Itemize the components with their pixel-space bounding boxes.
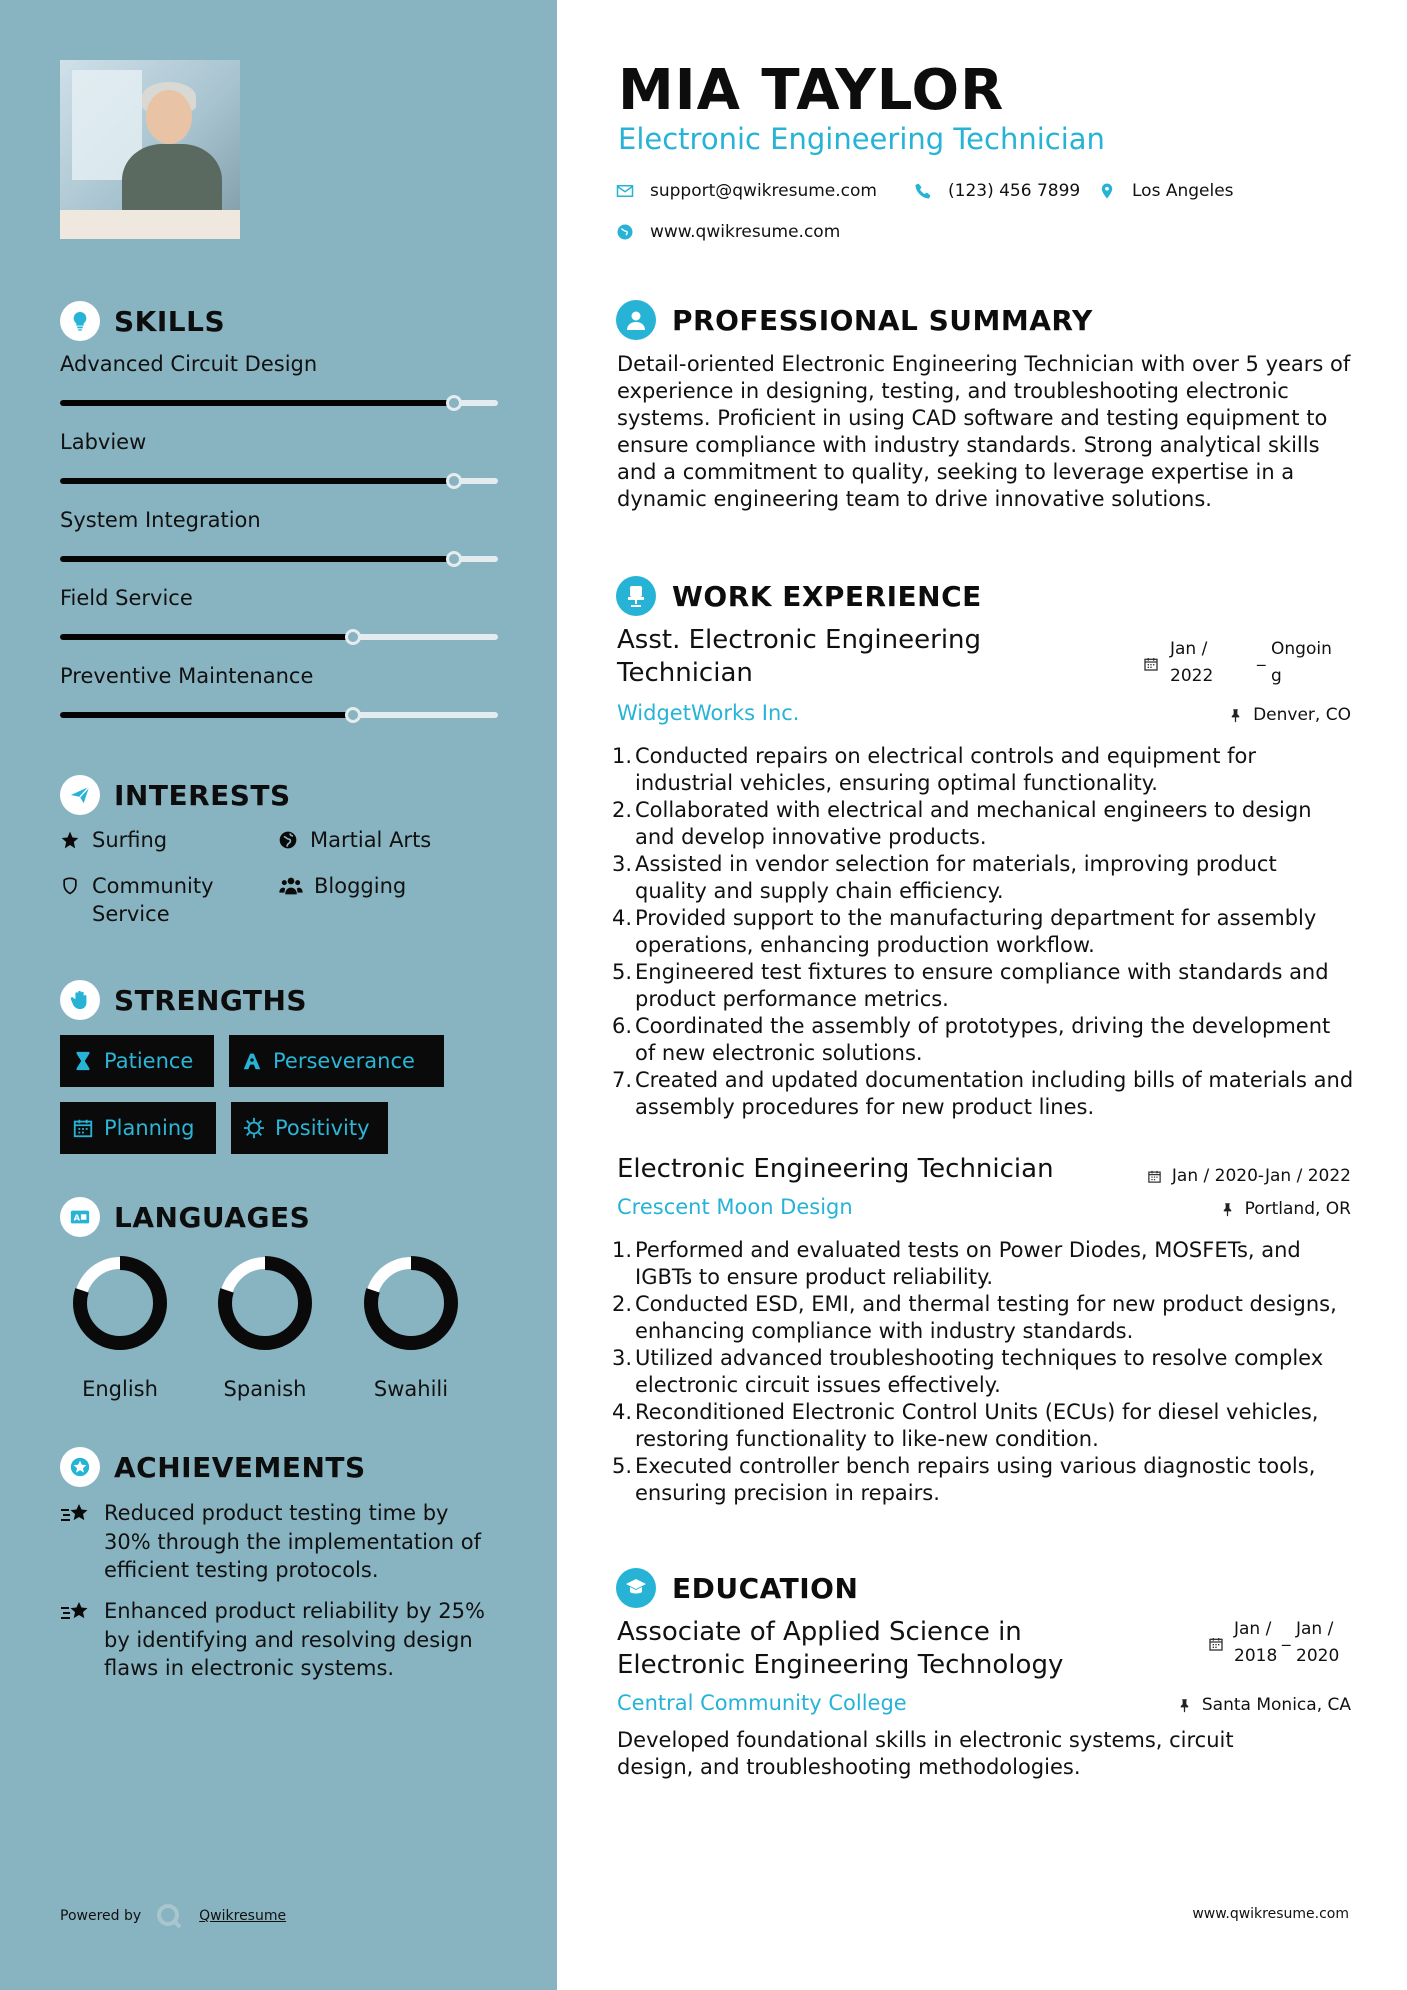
- globe-icon: [616, 223, 634, 241]
- phone-icon: [914, 182, 932, 200]
- interest-item: [278, 872, 406, 900]
- interest-label: Martial Arts: [310, 828, 432, 852]
- language-item: [65, 1253, 175, 1401]
- qwikresume-logo-icon: [155, 1902, 183, 1930]
- job-location: [1228, 705, 1351, 725]
- star-icon: [60, 826, 82, 854]
- interests-heading: [60, 775, 291, 815]
- language-item: [356, 1253, 466, 1401]
- job-title: Asst. Electronic Engineering Technician: [617, 625, 982, 688]
- job-start-date: [1143, 636, 1218, 690]
- hand-icon: [60, 980, 100, 1020]
- achievement-text: Enhanced product reliability by 25% by identifying and resolving design flaws in electronic systems.: [104, 1599, 485, 1680]
- skill-item: [60, 508, 498, 532]
- chair-icon: [616, 576, 656, 616]
- edu-location: [1177, 1695, 1351, 1715]
- achievement-text: Reduced product testing time by 30% through the implementation of efficient testing protocols.: [104, 1501, 481, 1582]
- location-text: Los Angeles: [1132, 181, 1234, 201]
- qwikresume-link[interactable]: Qwikresume: [199, 1908, 287, 1924]
- list-item: 4. Provided support to the manufacturing department for assembly operations, enhancing production workflow.: [612, 906, 1317, 957]
- job-bullet-list: [612, 743, 1354, 1121]
- achievements-heading: [60, 1447, 366, 1487]
- job-end-date: _ Ongoing: [1257, 636, 1339, 690]
- job-date-text: Jan / 2020-Jan / 2022: [1171, 1166, 1351, 1186]
- contact-website[interactable]: [616, 222, 840, 242]
- calendar-icon: [1143, 656, 1159, 672]
- lightbulb-icon: [60, 301, 100, 341]
- phone-text: (123) 456 7899: [948, 181, 1081, 201]
- calendar-icon: [72, 1117, 94, 1139]
- language-label: English: [82, 1377, 158, 1401]
- language-label: Swahili: [373, 1377, 449, 1401]
- achievement-item: [60, 1499, 500, 1585]
- edu-start-date: [1208, 1616, 1278, 1670]
- job-end-text: Ongoing: [1271, 639, 1332, 686]
- education-title: EDUCATION: [672, 1571, 859, 1605]
- website-text: www.qwikresume.com: [650, 222, 841, 242]
- interest-item: [60, 872, 260, 928]
- skills-heading: [60, 301, 225, 341]
- work-heading: [616, 576, 982, 616]
- map-pin-icon: [1098, 182, 1116, 200]
- job-title: Electronic Engineering Technician: [617, 1154, 1054, 1184]
- list-item: 1. Conducted repairs on electrical controls and equipment for industrial vehicles, ensuring optimal functionality.: [612, 744, 1257, 795]
- skill-bar: [60, 400, 498, 406]
- powered-by-label: Powered by: [60, 1908, 142, 1924]
- summary-title: PROFESSIONAL SUMMARY: [672, 303, 1093, 337]
- candidate-role: Electronic Engineering Technician: [618, 122, 1105, 156]
- powered-by: [60, 1902, 286, 1930]
- award-star-icon: [60, 1447, 100, 1487]
- list-item: 6. Coordinated the assembly of prototypes, driving the development of new electronic solutions.: [612, 1014, 1331, 1065]
- graduate-icon: [616, 1568, 656, 1608]
- list-item: 4. Reconditioned Electronic Control Units (ECUs) for diesel vehicles, restoring functionality to like-new condition.: [612, 1400, 1319, 1451]
- skill-label: Field Service: [60, 586, 193, 610]
- company-name: WidgetWorks Inc.: [617, 701, 800, 725]
- contact-email[interactable]: [616, 181, 877, 201]
- candidate-name: MIA TAYLOR: [618, 58, 1005, 123]
- pushpin-icon: [1220, 1202, 1235, 1217]
- strength-label: Perseverance: [273, 1049, 415, 1073]
- skill-item: [60, 352, 498, 376]
- sun-icon: [243, 1117, 265, 1139]
- skill-bar: [60, 634, 498, 640]
- interest-label: Community Service: [92, 874, 214, 926]
- strengths-heading: [60, 980, 307, 1020]
- skill-bar: [60, 478, 498, 484]
- list-item: 3. Utilized advanced troubleshooting techniques to resolve complex electronic circuit issues effectively.: [612, 1346, 1324, 1397]
- interest-label: Blogging: [314, 874, 407, 898]
- skill-label: System Integration: [60, 508, 261, 532]
- education-description: Developed foundational skills in electronic systems, circuit design, and troubleshooting methodologies.: [617, 1728, 1234, 1779]
- degree-title: Associate of Applied Science in Electronic Engineering Technology: [617, 1617, 1064, 1680]
- skill-bar: [60, 712, 498, 718]
- summary-text: Detail-oriented Electronic Engineering Technician with over 5 years of experience in designing, testing, and troubleshooting electronic systems. Proficient in using CAD software and testing equipment to ensure compliance with industry standards. Strong analytical skills and a commitment to quality, seeking to leverage expertise in a dynamic engineering team to drive innovative solutions.: [617, 352, 1351, 511]
- languages-title: LANGUAGES: [114, 1200, 311, 1234]
- climb-icon: [241, 1050, 263, 1072]
- language-label: Spanish: [223, 1377, 307, 1401]
- skill-label: Preventive Maintenance: [60, 664, 314, 688]
- strength-tag: [60, 1035, 214, 1087]
- shooting-star-icon: [60, 1597, 94, 1683]
- profile-photo: [60, 60, 240, 239]
- summary-heading: [616, 300, 1093, 340]
- shooting-star-icon: [60, 1499, 94, 1585]
- strength-tag: [60, 1102, 216, 1154]
- list-item: 7. Created and updated documentation including bills of materials and assembly procedures for new product lines.: [612, 1068, 1354, 1119]
- skill-bar: [60, 556, 498, 562]
- calendar-icon: [1147, 1169, 1162, 1184]
- globe-icon: [278, 826, 300, 854]
- skill-item: [60, 586, 498, 610]
- job-location-text: Denver, CO: [1253, 705, 1351, 725]
- interests-title: INTERESTS: [114, 778, 291, 812]
- strengths-title: STRENGTHS: [114, 983, 308, 1017]
- email-text: support@qwikresume.com: [650, 181, 877, 201]
- languages-heading: [60, 1197, 310, 1237]
- pushpin-icon: [1177, 1698, 1192, 1713]
- skill-label: Advanced Circuit Design: [60, 352, 318, 376]
- sidebar: [0, 0, 557, 1990]
- strength-tag: [229, 1035, 444, 1087]
- footer-website-link[interactable]: www.qwikresume.com: [1192, 1906, 1349, 1922]
- list-item: 3. Assisted in vendor selection for materials, improving product quality and supply chain efficiency.: [612, 852, 1277, 903]
- contact-location: [1098, 181, 1234, 201]
- company-name: Crescent Moon Design: [617, 1195, 853, 1219]
- job-location: [1220, 1199, 1351, 1219]
- language-ring: [215, 1253, 315, 1353]
- edu-start-text: Jan / 2018: [1234, 1619, 1278, 1666]
- interest-item: [278, 826, 431, 854]
- edu-location-text: Santa Monica, CA: [1201, 1695, 1351, 1715]
- language-card-icon: [60, 1197, 100, 1237]
- achievements-title: ACHIEVEMENTS: [114, 1450, 366, 1484]
- paper-plane-icon: [60, 775, 100, 815]
- strength-label: Planning: [104, 1116, 195, 1140]
- list-item: 5. Engineered test fixtures to ensure compliance with standards and product performance metrics.: [612, 960, 1329, 1011]
- achievement-item: [60, 1597, 500, 1683]
- list-item: 2. Conducted ESD, EMI, and thermal testing for new product designs, enhancing compliance with industry standards.: [612, 1292, 1337, 1343]
- job-location-text: Portland, OR: [1244, 1199, 1351, 1219]
- school-name: Central Community College: [617, 1691, 907, 1715]
- pushpin-icon: [1228, 708, 1243, 723]
- list-item: 5. Executed controller bench repairs using various diagnostic tools, ensuring precision in repairs.: [612, 1454, 1316, 1505]
- list-item: 2. Collaborated with electrical and mechanical engineers to design and develop innovative products.: [612, 798, 1312, 849]
- hourglass-icon: [72, 1050, 94, 1072]
- svg-text:A: A: [73, 1212, 80, 1223]
- strength-label: Patience: [104, 1049, 194, 1073]
- strength-tag: [231, 1102, 388, 1154]
- work-title: WORK EXPERIENCE: [672, 579, 982, 613]
- interest-label: Surfing: [92, 828, 168, 852]
- interest-item: [60, 826, 167, 854]
- skills-title: SKILLS: [114, 304, 226, 338]
- list-item: 1. Performed and evaluated tests on Power Diodes, MOSFETs, and IGBTs to ensure product reliability.: [612, 1238, 1301, 1289]
- strength-label: Positivity: [275, 1116, 370, 1140]
- edu-end-text: Jan / 2020: [1296, 1619, 1340, 1666]
- job-start-text: Jan / 2022: [1170, 639, 1214, 686]
- envelope-icon: [616, 182, 634, 200]
- skill-label: Labview: [60, 430, 147, 454]
- skill-item: [60, 664, 498, 688]
- language-item: [210, 1253, 320, 1401]
- job-bullet-list: [612, 1237, 1354, 1507]
- edu-end-date: _ Jan / 2020: [1282, 1616, 1354, 1670]
- user-icon: [616, 300, 656, 340]
- users-icon: [278, 872, 304, 900]
- skill-item: [60, 430, 498, 454]
- language-ring: [70, 1253, 170, 1353]
- calendar-icon: [1208, 1636, 1224, 1652]
- education-heading: [616, 1568, 858, 1608]
- job-date: [1147, 1166, 1351, 1186]
- ribbon-icon: [60, 872, 82, 900]
- language-ring: [361, 1253, 461, 1353]
- contact-phone[interactable]: [914, 181, 1080, 201]
